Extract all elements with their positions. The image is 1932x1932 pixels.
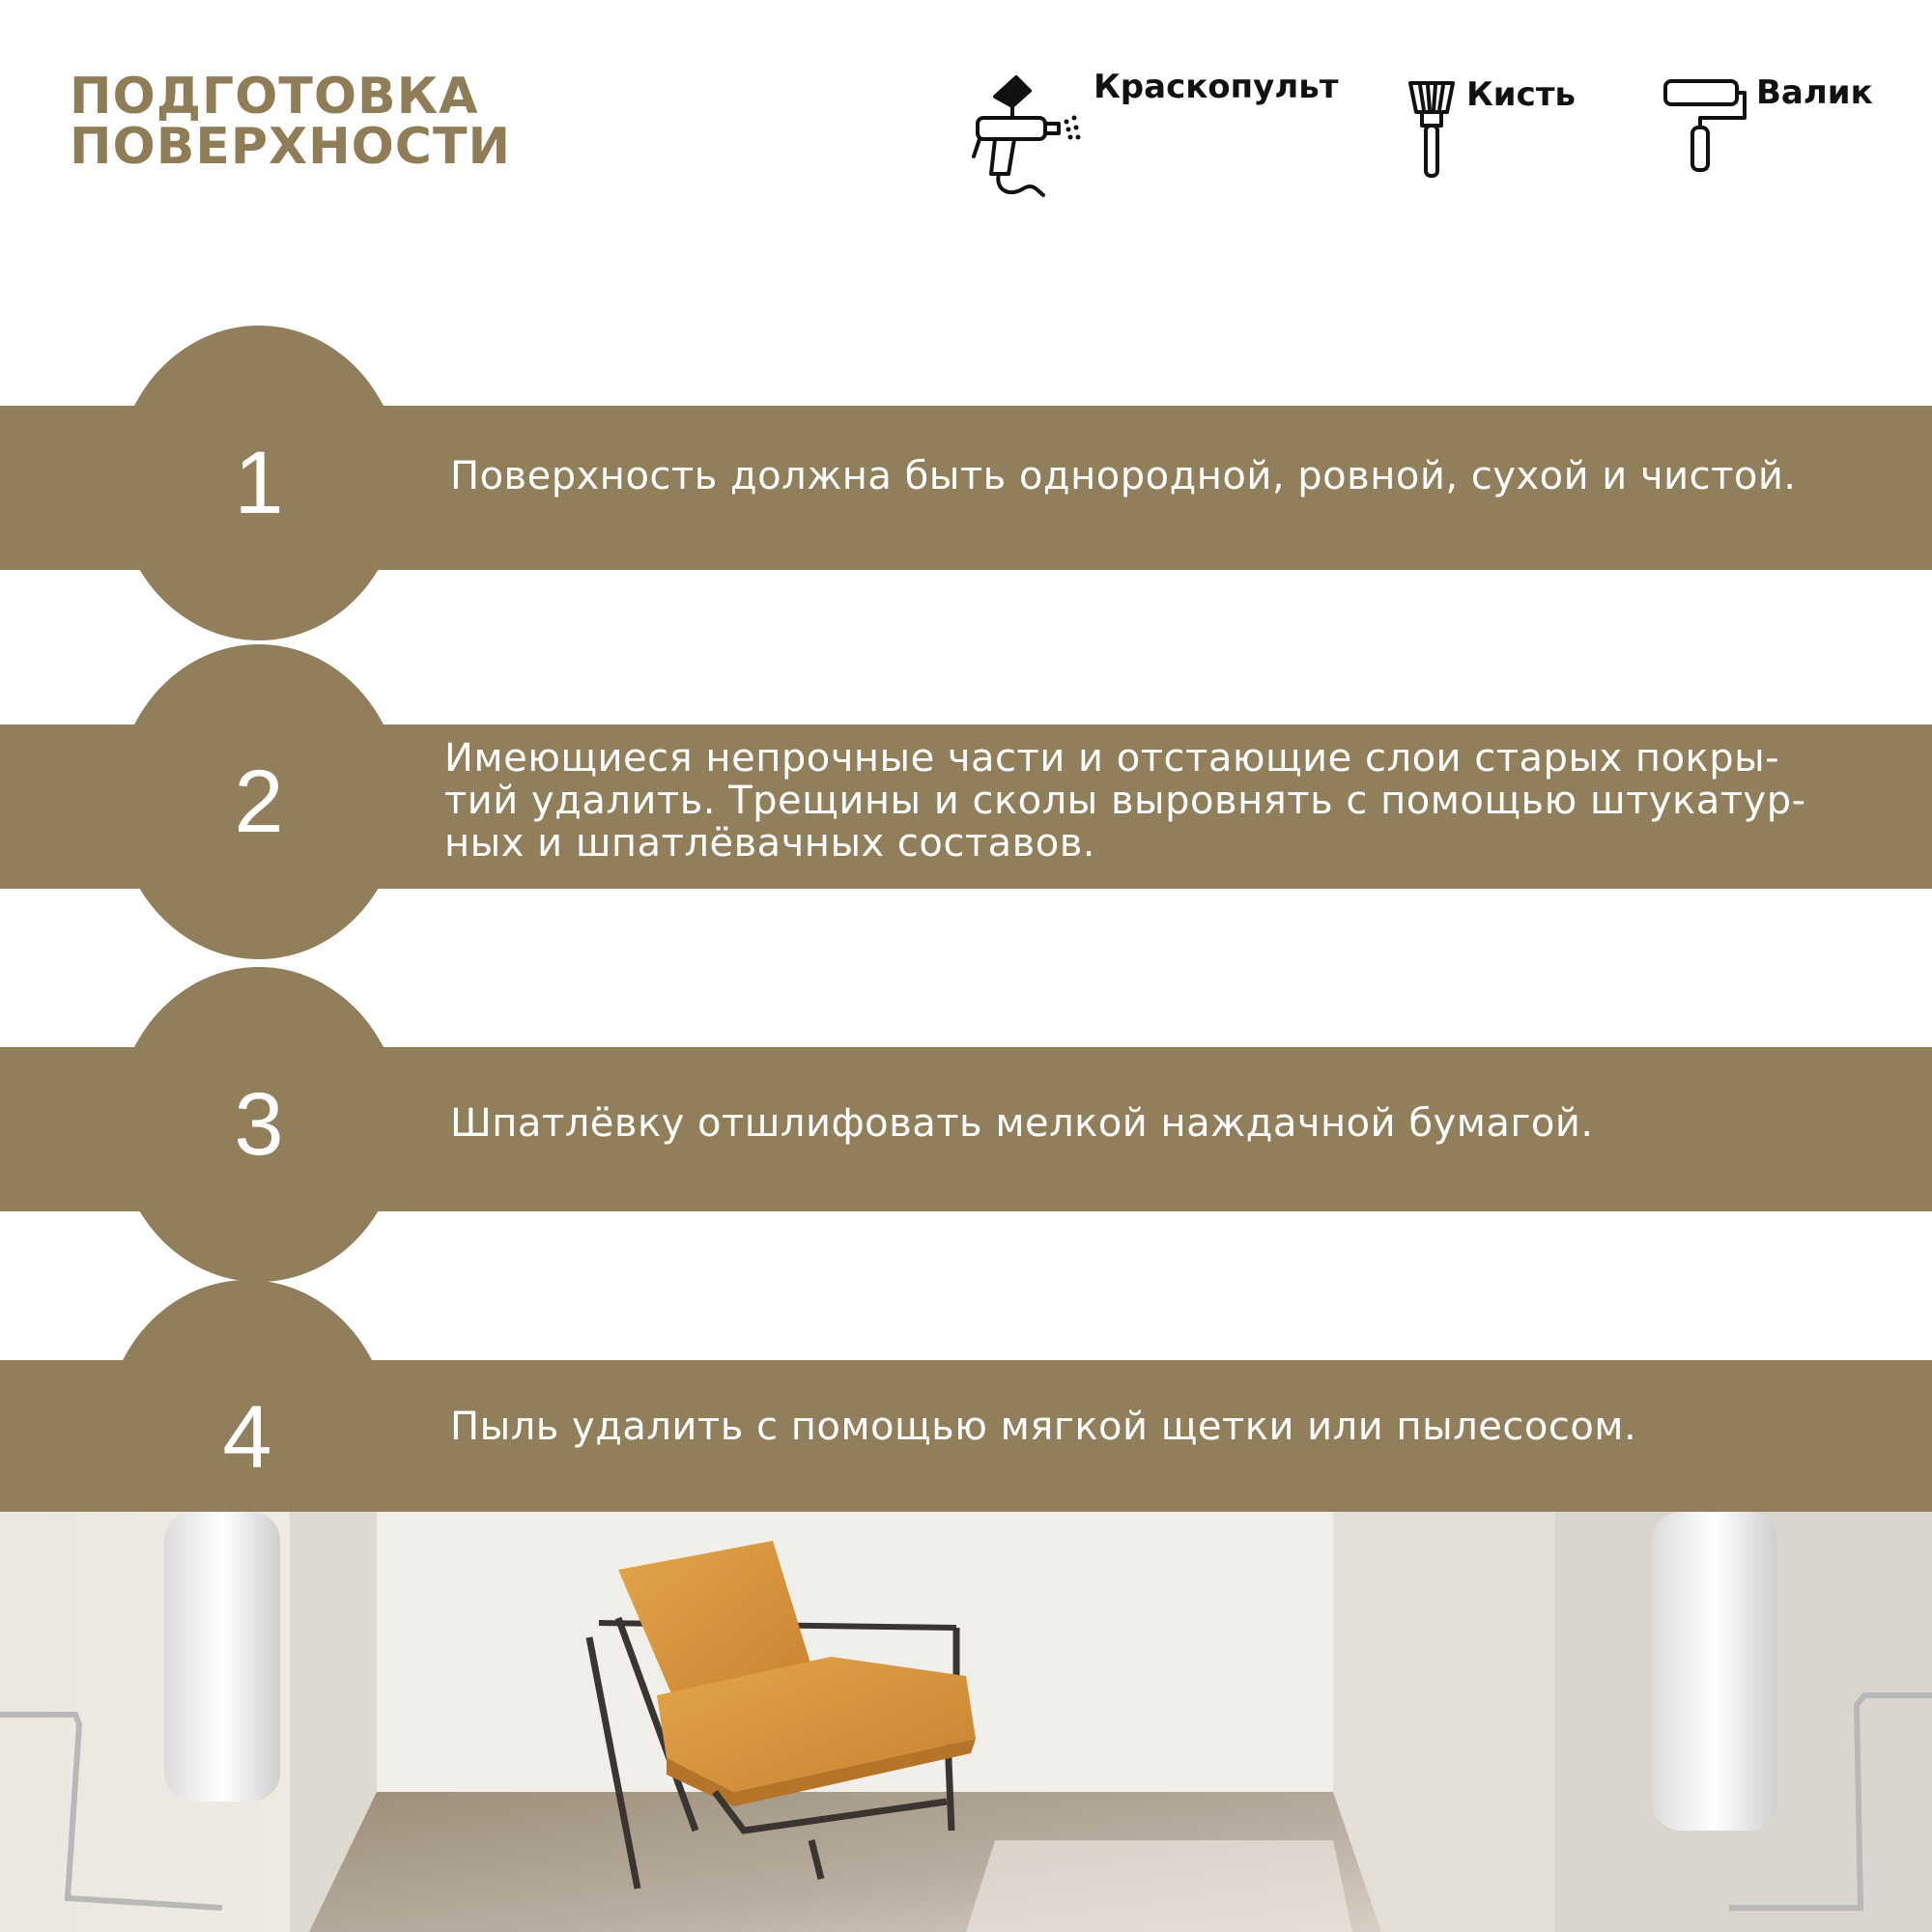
step-text-line: ных и шпатлёвачных составов. (444, 821, 1096, 866)
page-title-line-1: ПОДГОТОВКА (70, 68, 479, 126)
step-text-line: Пыль удалить с помощью мягкой щетки или пылесосом. (450, 1405, 1637, 1449)
tool-label-spray-gun: Краскопульт (1094, 68, 1339, 106)
step-2 (0, 644, 1932, 963)
step-text-line: Поверхность должна быть однородной, ровной, сухой и чистой. (450, 454, 1797, 498)
tool-label-roller: Валик (1756, 73, 1873, 112)
page-title (70, 68, 511, 176)
tool-brush (1406, 75, 1600, 185)
paint-roller-icon (1662, 77, 1748, 174)
tool-spray-gun (966, 68, 1352, 203)
step-text (450, 455, 1899, 497)
armchair-room-photo (0, 1512, 1932, 1932)
tool-label-brush: Кисть (1466, 75, 1576, 114)
step-text-line: Шпатлёвку отшлифовать мелкой наждачной бумагой. (450, 1101, 1594, 1146)
brush-icon (1406, 79, 1457, 180)
step-number: 2 (234, 753, 284, 851)
step-text (450, 1102, 1899, 1145)
step-text (444, 737, 1893, 865)
tool-roller (1662, 73, 1903, 184)
step-1 (0, 326, 1932, 644)
step-text-line: тий удалить. Трещины и сколы выровнять с помощью штукатур- (444, 779, 1806, 823)
step-number: 1 (234, 434, 284, 532)
step-number: 4 (222, 1388, 272, 1487)
step-number: 3 (234, 1075, 284, 1174)
step-text (450, 1406, 1899, 1448)
step-3 (0, 967, 1932, 1286)
step-text-line: Имеющиеся непрочные части и отстающие слои старых покры- (444, 736, 1780, 781)
spray-gun-icon (966, 68, 1092, 203)
page-title-line-2: ПОВЕРХНОСТИ (70, 118, 511, 176)
